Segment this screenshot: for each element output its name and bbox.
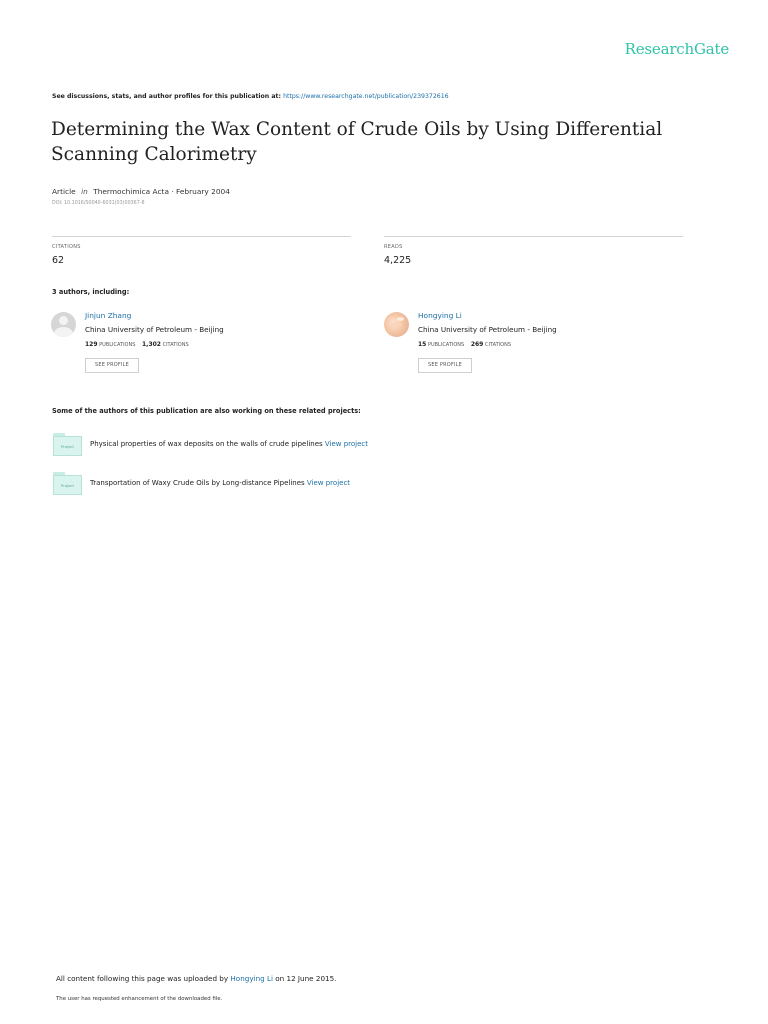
view-project-link[interactable]: View project — [306, 479, 351, 487]
publications-label: PUBLICATIONS — [427, 342, 465, 348]
project-item — [53, 472, 473, 498]
author-citations-label: CITATIONS — [162, 342, 189, 348]
author-citations-count: 269 — [470, 341, 484, 348]
projects-heading: Some of the authors of this publication are also working on these related projects: — [52, 407, 361, 415]
avatar-photo[interactable] — [384, 312, 409, 337]
citations-value: 62 — [52, 255, 65, 266]
project-text — [90, 479, 350, 487]
publications-count: 129 — [85, 341, 98, 348]
publication-title: Determining the Wax Content of Crude Oils by Using Differential Scanning Calorimetry — [51, 119, 663, 165]
project-title: Transportation of Waxy Crude Oils by Long-distance Pipelines — [90, 479, 305, 487]
researchgate-logo[interactable]: ResearchGate — [624, 40, 729, 58]
upload-prefix: All content following this page was uploaded by — [56, 974, 231, 983]
publications-count: 15 — [418, 341, 427, 348]
uploader-link[interactable]: Hongying Li — [230, 974, 273, 983]
project-title: Physical properties of wax deposits on the walls of crude pipelines — [90, 440, 323, 448]
project-text — [90, 440, 368, 448]
reads-divider — [384, 236, 683, 237]
author-name-link[interactable]: Hongying Li — [418, 311, 462, 320]
authors-heading: 3 authors, including: — [52, 288, 130, 296]
publication-type: Article — [52, 187, 76, 196]
author-name-link[interactable]: Jinjun Zhang — [85, 311, 132, 320]
discussion-line — [52, 93, 449, 100]
citations-divider — [52, 236, 351, 237]
discussion-text: See discussions, stats, and author profiles for this publication at: — [52, 93, 284, 100]
project-icon-label: Project — [53, 475, 82, 495]
reads-label: READS — [384, 244, 403, 250]
author-stats — [418, 341, 511, 348]
publication-url-link[interactable]: https://www.researchgate.net/publication/239372616 — [283, 93, 449, 100]
see-profile-button[interactable]: SEE PROFILE — [418, 358, 472, 373]
citations-label: CITATIONS — [52, 244, 81, 250]
journal-date: Thermochimica Acta · February 2004 — [93, 187, 230, 196]
project-folder-icon — [53, 472, 82, 495]
project-icon-label: Project — [53, 436, 82, 456]
view-project-link[interactable]: View project — [324, 440, 369, 448]
author-institution: China University of Petroleum - Beijing — [85, 325, 224, 334]
project-item — [53, 433, 473, 459]
upload-suffix: on 12 June 2015. — [272, 974, 337, 983]
author-stats — [85, 341, 189, 348]
author-citations-label: CITATIONS — [484, 342, 511, 348]
enhancement-note: The user has requested enhancement of the downloaded file. — [56, 996, 223, 1002]
project-folder-icon — [53, 433, 82, 456]
upload-notice — [56, 974, 336, 983]
avatar-placeholder-icon[interactable] — [51, 312, 76, 337]
author-card — [384, 311, 684, 381]
author-card — [51, 311, 351, 381]
doi: DOI: 10.1016/S0040-6031(03)00367-8 — [52, 201, 145, 206]
publications-label: PUBLICATIONS — [99, 342, 136, 348]
author-institution: China University of Petroleum - Beijing — [418, 325, 557, 334]
reads-value: 4,225 — [384, 255, 412, 266]
in-word: in — [81, 187, 88, 196]
see-profile-button[interactable]: SEE PROFILE — [85, 358, 139, 373]
author-citations-count: 1,302 — [142, 341, 161, 348]
publication-meta — [52, 187, 230, 196]
